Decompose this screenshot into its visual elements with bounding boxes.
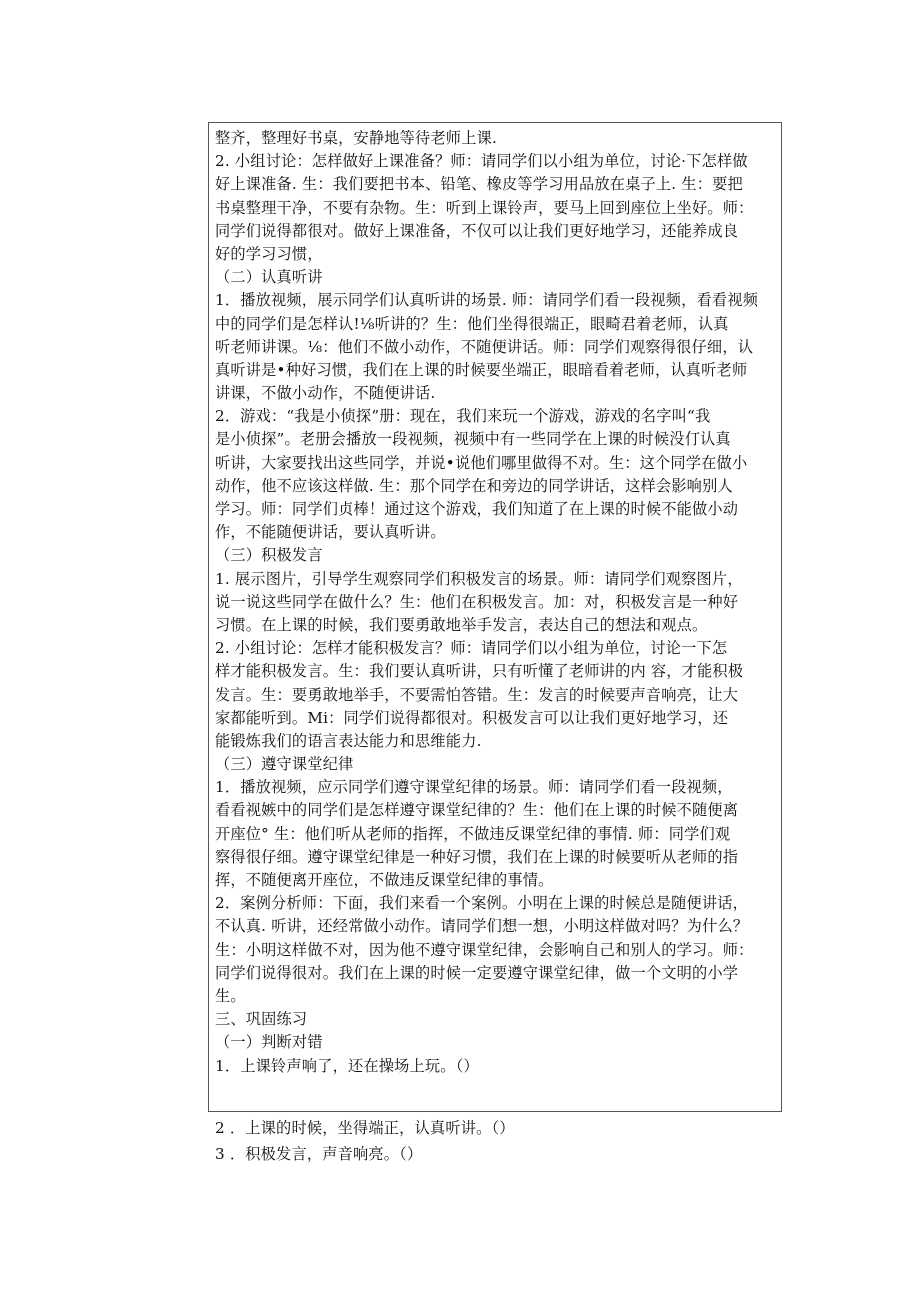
text-line: 听讲，大家要找出这些同学，并说•说他们哪里做得不对。生：这个同学在做小: [215, 453, 748, 472]
text-line: 生：小明这样做不对，因为他不遵守课堂纪律，会影响自己和别人的学习。师：: [215, 940, 754, 959]
exercise-line: 2 ．上课的时候，坐得端正，认真听讲。（）: [215, 1119, 515, 1137]
text-line: 学习。师：同学们贞棒！通过这个游戏，我们知道了在上课的时候不能做小动: [215, 500, 739, 518]
text-line: 家都能听到。Mi：同学们说得都很对。积极发言可以让我们更好地学习，还: [215, 708, 729, 727]
text-line: 挥，不随便离开座位，不做违反课堂纪律的事情。: [215, 871, 554, 889]
text-line: 发言。生：要勇敢地举手，不要需怕答错。生：发言的时候要声音响亮，让大: [215, 685, 739, 704]
text-line: （三）积极发言: [215, 546, 323, 565]
text-line: 1. 展示图片，引导学生观察同学们积极发言的场景。师：请同学们观察图片，: [215, 569, 743, 588]
exercise-continuation: [215, 1115, 515, 1167]
text-line: 整齐，整理好书桌，安静地等待老师上课.: [215, 129, 498, 147]
text-line: 1．播放视频，展示同学们认真听讲的场景. 师：请同学们看一段视频，看看视频: [215, 291, 759, 310]
text-line: 动作，他不应该这样做. 生：那个同学在和旁边的同学讲话，这样会影响别人: [215, 476, 733, 495]
text-line: 中的同学们是怎样认!⅛听讲的？生：他们坐得很端正，眼畸君着老师，认真: [215, 314, 729, 333]
text-line: 好上课准备. 生：我们要把书本、铅笔、橡皮等学习用品放在桌子上. 生：要把: [215, 175, 743, 194]
exercise-line: 3 ．积极发言，声音响亮。（）: [215, 1145, 423, 1163]
text-line: 样才能积极发言。生：我们要认真听讲，只有听懂了老师讲的内 容，才能积极: [215, 662, 744, 681]
text-line: （一）判断对错: [215, 1033, 323, 1052]
text-line: 同学们说得很对。我们在上课的时候一定要遵守课堂纪律，做一个文明的小学: [215, 963, 739, 982]
text-line: 2. 小组讨论：怎样才能积极发言？师：请同学们以小组为单位，讨论一下怎: [215, 639, 728, 658]
text-line: 2. 小组讨论：怎样做好上课准备？师：请同学们以小组为单位，讨论·下怎样做: [215, 152, 748, 171]
text-line: 听老师讲课。⅛：他们不做小动作，不随便讲话。师：同学们观察得很仔细，认: [215, 337, 754, 356]
text-line: 察得很仔细。遵守课堂纪律是一种好习惯，我们在上课的时候要听从老师的指: [215, 847, 739, 866]
text-line: 开座位° 生：他们听从老师的指挥，不做违反课堂纪律的事情. 师：同学们观: [215, 824, 731, 843]
text-line: 作，不能随便讲话，要认真听讲。: [215, 523, 446, 542]
text-line: 1．播放视频，应示同学们遵守课堂纪律的场景。师：请同学们看一段视频，: [215, 778, 733, 797]
text-line: 生。: [215, 986, 246, 1005]
text-line: （三）遵守课堂纪律: [215, 755, 354, 774]
text-line: 2．游戏：“我是小侦探”册：现在，我们来玩一个游戏，游戏的名字叫“我: [215, 407, 711, 426]
text-line: 能锻炼我们的语言表达能力和思维能力.: [215, 731, 482, 750]
text-line: 同学们说得都很对。做好上课准备，不仅可以让我们更好地学习，还能养成良: [215, 221, 739, 240]
text-line: 书桌整理干净，不要有杂物。生：听到上课铃声，要马上回到座位上坐好。师：: [215, 198, 754, 217]
text-line: 2．案例分析师：下面，我们来看一个案例。小明在上课的时候总是随便讲话，: [215, 894, 749, 913]
text-line: 1．上课铃声响了，还在操场上玩。（）: [215, 1056, 479, 1075]
text-line: 是小侦探”。老册会播放一段视频，视频中有一些同学在上课的时候没仃认真: [215, 430, 731, 449]
text-line: 看看视嫉中的同学们是怎样遵守课堂纪律的？生：他们在上课的时候不随便离: [215, 801, 739, 820]
text-line: 真听讲是•种好习惯，我们在上课的时候要坐端正，眼暗看着老师，认真听老师: [215, 360, 748, 379]
lesson-text-block: [215, 127, 787, 1078]
text-line: （二）认真听讲: [215, 268, 323, 287]
text-line: 说一说这些同学在做什么？生：他们在积极发言。加：对，积极发言是一种好: [215, 592, 739, 611]
text-line: 习惯。在上课的时候，我们要勇敢地举手发言，表达自己的想法和观点。: [215, 615, 708, 634]
text-line: 好的学习习惯，: [215, 244, 323, 263]
text-line: 讲课，不做小动作，不随便讲话.: [215, 384, 436, 403]
text-line: 不认真. 听讲，还经常做小动作。请同学们想一想，小明这样做对吗？为什么？: [215, 917, 749, 936]
text-line: 三、巩固练习: [215, 1010, 308, 1029]
